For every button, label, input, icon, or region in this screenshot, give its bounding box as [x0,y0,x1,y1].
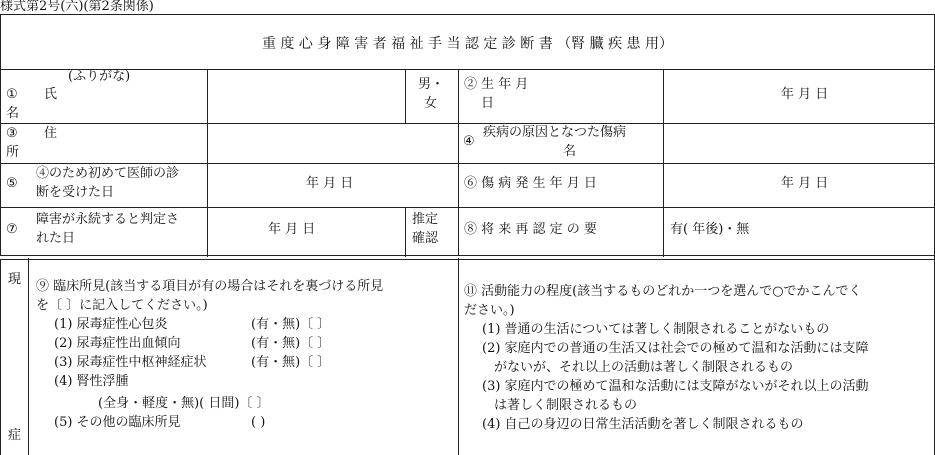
finding-item: (2) 尿毒症性出血傾向 [54,336,181,351]
clinical-findings-instruction: を〔 〕に記入してください。) [36,298,208,313]
permanence-label-top: 障害が永続すると判定さ [36,212,180,227]
name-number: ① [6,87,18,102]
disease-label-top: 疾病の原因となつた傷病 [483,125,627,140]
certificate-form [0,14,935,455]
form-number: 様式第2号(六)(第2条関係) [0,0,154,14]
address-label-top: 住 [44,126,58,141]
onset-date-value[interactable]: 年 月 日 [781,176,829,191]
finding-value[interactable]: (有・無)〔 〕 [251,336,331,351]
first-visit-number: ⑤ [6,176,18,191]
name-label-bottom: 名 [6,106,20,121]
confirm-option[interactable]: 確認 [412,231,439,246]
sex-female-option[interactable]: 女 [424,96,438,111]
permanence-number: ⑦ [6,222,18,237]
clinical-findings-heading: ⑨ 臨床所見(該当する項目が有の場合はそれを裏づける所見 [36,279,384,294]
finding-item: (3) 尿毒症性中枢神経症状 [54,355,207,370]
activity-option[interactable]: (1) 普通の生活については著しく制限されることがないもの [482,322,830,337]
sex-male-option[interactable]: 男・ [418,77,445,92]
birthdate-label-top: ② 生 年 月 [464,77,529,92]
activity-option-cont: は著しく制限されるもの [494,398,638,413]
recertification-label: ⑧ 将 来 再 認 定 の 要 [464,222,597,237]
recertification-value[interactable]: 有( 年後)・無 [670,222,750,237]
address-label-bottom: 所 [6,145,20,160]
disease-field[interactable] [664,124,933,162]
other-findings-label: (5) その他の臨床所見 [54,415,181,430]
finding-item: (4) 腎性浮腫 [54,374,129,389]
estimate-option[interactable]: 推定 [412,212,439,227]
finding-value[interactable]: (有・無)〔 〕 [251,355,331,370]
first-visit-label-bottom: 断を受けた日 [36,185,115,200]
name-label-top: 氏 [44,87,58,102]
symptoms-side-label-top: 現 [8,272,22,287]
activity-option[interactable]: (4) 自己の身辺の日常生活活動を著しく制限されるもの [482,417,804,432]
other-findings-value[interactable]: ( ) [251,415,266,430]
onset-date-label: ⑥ 傷 病 発 生 年 月 日 [464,176,597,191]
activity-option[interactable]: (2) 家庭内での普通の生活又は社会での極めて温和な活動には支障 [482,341,869,356]
furigana-label: (ふりがな) [68,69,131,84]
first-visit-date[interactable]: 年 月 日 [306,176,354,191]
finding-item: (1) 尿毒症性心包炎 [54,317,168,332]
birthdate-value[interactable]: 年 月 日 [781,87,829,102]
disease-number: ④ [463,134,475,149]
address-field[interactable] [208,124,457,162]
activity-heading-cont: ださい。) [464,303,515,318]
permanence-label-bottom: れた日 [36,231,76,246]
first-visit-label-top: ④のため初めて医師の診 [36,166,180,181]
permanence-date[interactable]: 年 月 日 [268,222,316,237]
symptoms-side-label-bottom: 症 [8,428,22,443]
edema-detail[interactable]: (全身・軽度・無)( 日間)〔 〕 [98,396,270,411]
disease-label-bottom: 名 [563,144,577,159]
activity-heading: ⑪ 活動能力の程度(該当するものどれか一つを選んで○でかこんでく [464,284,862,299]
finding-value[interactable]: (有・無)〔 〕 [251,317,331,332]
activity-option[interactable]: (3) 家庭内での極めて温和な活動には支障がないがそれ以上の活動 [482,379,869,394]
birthdate-label-bottom: 日 [481,96,495,111]
activity-option-cont: がないが、それ以上の活動は著しく制限されるもの [494,360,794,375]
address-number: ③ [6,126,18,141]
form-title: 重 度 心 身 障 害 者 福 祉 手 当 認 定 診 断 書 （腎 臓 疾 患 用） [261,36,673,52]
name-field[interactable] [208,70,404,122]
